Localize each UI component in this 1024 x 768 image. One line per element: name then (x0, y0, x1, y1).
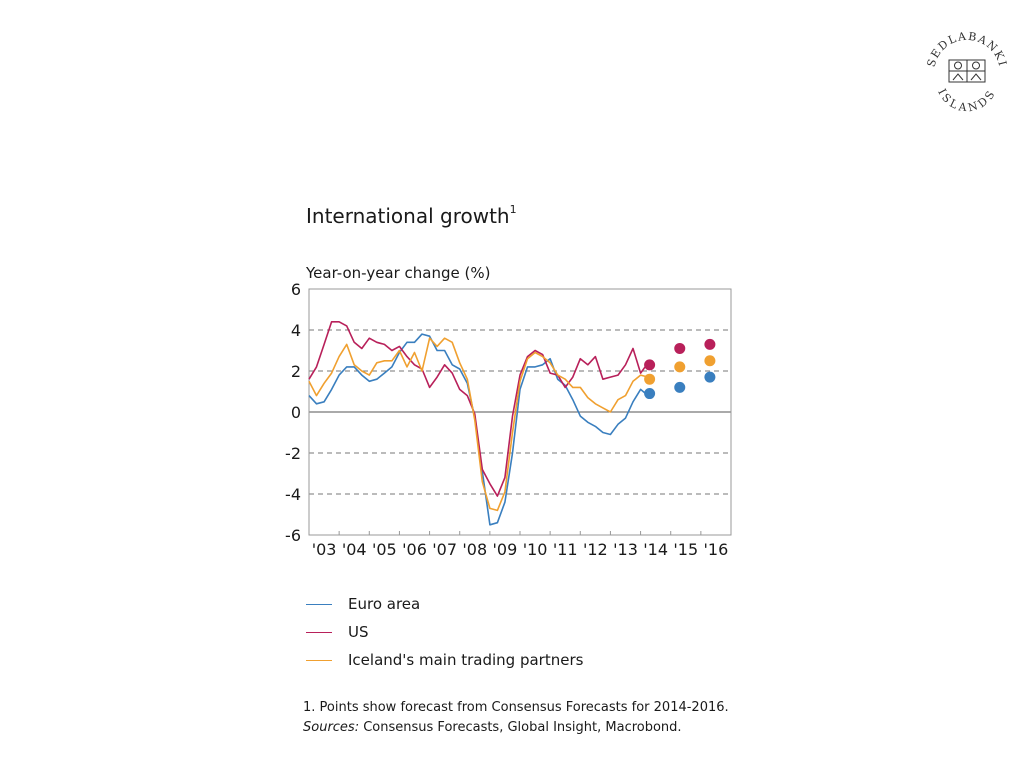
legend-item-us (306, 618, 583, 646)
y-axis-ticks (285, 280, 301, 545)
legend (306, 590, 583, 674)
x-tick-label: '07 (432, 540, 458, 559)
legend-item-trading-partners (306, 646, 583, 674)
forecast-point-0 (704, 372, 715, 383)
footnote (303, 698, 729, 738)
y-tick-label: -6 (285, 526, 301, 545)
y-tick-label: -4 (285, 485, 301, 504)
x-tick-label: '08 (462, 540, 488, 559)
legend-label-euro-area: Euro area (348, 595, 421, 613)
x-tick-label: '11 (552, 540, 578, 559)
x-tick-label: '09 (492, 540, 518, 559)
x-tick-label: '13 (613, 540, 638, 559)
footnote-sources (303, 718, 729, 738)
legend-swatch-trading-partners (306, 660, 332, 661)
x-tick-label: '16 (703, 540, 729, 559)
logo-bottom-text: ISLANDS (935, 86, 999, 115)
series-line-1 (309, 322, 648, 496)
legend-label-us: US (348, 623, 369, 641)
gridlines (309, 330, 731, 494)
chart-title-text: International growth (306, 204, 510, 228)
y-tick-label: -2 (285, 444, 301, 463)
forecast-point-0 (674, 382, 685, 393)
forecast-point-1 (704, 339, 715, 350)
y-axis-label: Year-on-year change (%) (306, 264, 491, 282)
y-tick-label: 6 (290, 280, 301, 299)
forecast-point-1 (674, 343, 685, 354)
forecast-point-2 (704, 355, 715, 366)
x-tick-label: '14 (643, 540, 669, 559)
forecast-point-1 (644, 359, 655, 370)
x-tick-label: '06 (402, 540, 427, 559)
footnote-note: 1. Points show forecast from Consensus Forecasts for 2014-2016. (303, 700, 729, 715)
legend-item-euro-area (306, 590, 583, 618)
y-tick-label: 2 (290, 362, 301, 381)
legend-swatch-us (306, 632, 332, 633)
forecast-point-2 (644, 374, 655, 385)
forecast-point-2 (674, 361, 685, 372)
y-tick-label: 4 (290, 321, 301, 340)
chart-title-superscript: 1 (509, 203, 517, 217)
x-tick-label: '12 (582, 540, 608, 559)
forecast-points (644, 339, 715, 399)
footnote-sources-text: Consensus Forecasts, Global Insight, Macrobond. (359, 720, 682, 735)
forecast-point-0 (644, 388, 655, 399)
x-tick-label: '05 (371, 540, 397, 559)
legend-label-trading-partners: Iceland's main trading partners (348, 651, 584, 669)
legend-swatch-euro-area (306, 604, 332, 605)
x-tick-label: '04 (341, 540, 367, 559)
x-tick-label: '10 (522, 540, 548, 559)
logo-top-text: SEDLABANKI (924, 30, 1010, 69)
x-tick-label: '15 (673, 540, 699, 559)
footnote-sources-label: Sources: (303, 720, 360, 735)
y-tick-label: 0 (290, 403, 301, 422)
x-tick-label: '03 (311, 540, 337, 559)
